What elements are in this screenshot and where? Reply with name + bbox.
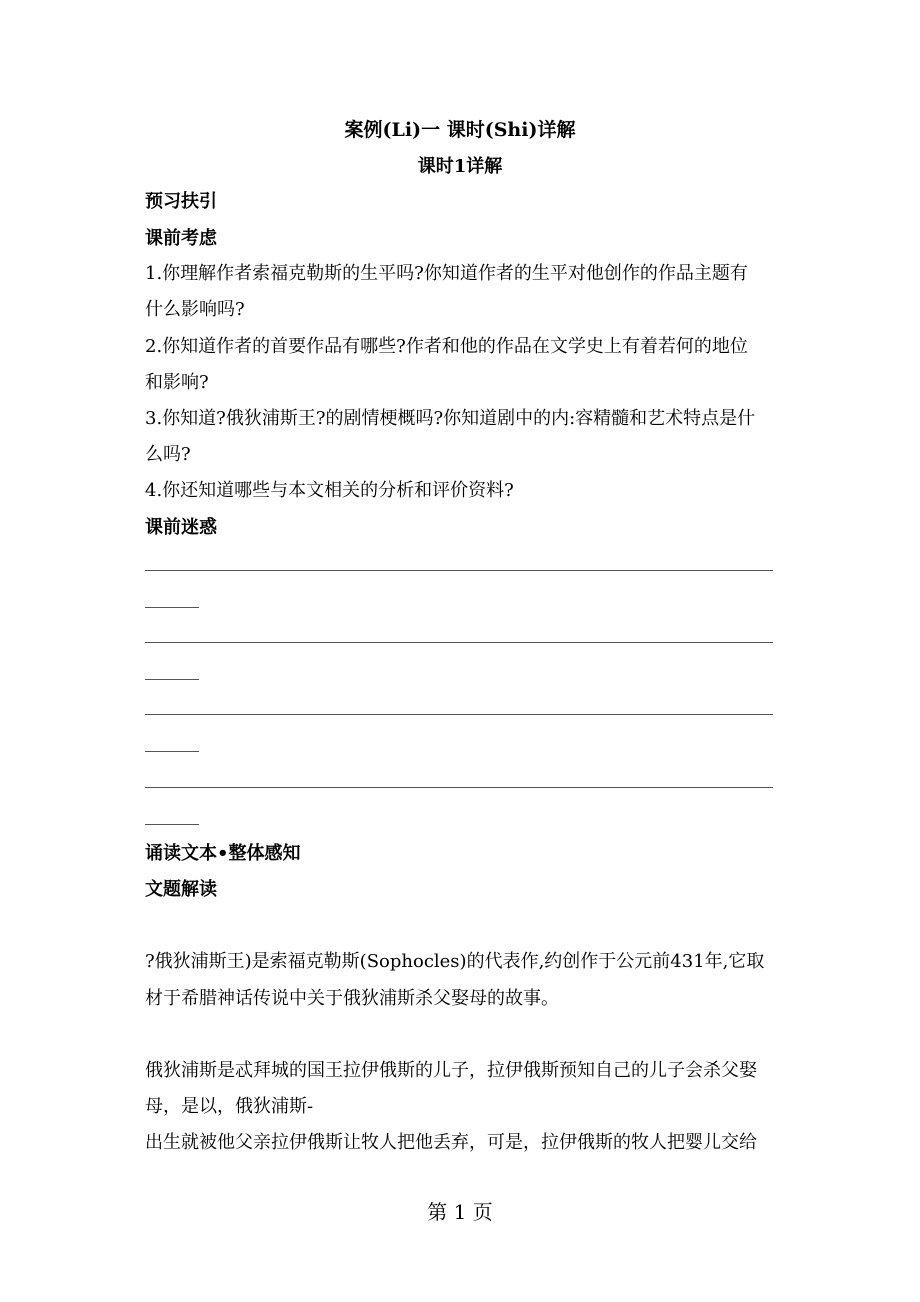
question-1-line-1: 1.你理解作者索福克勒斯的生平吗?你知道作者的生平对他创作的作品主题有 (145, 263, 748, 284)
section-heading-title-reading: 文题解读 (145, 879, 217, 900)
page-subtitle: 课时1详解 (417, 156, 503, 177)
section-heading-reading: 诵读文本•整体感知 (145, 843, 301, 864)
answer-rule (145, 787, 773, 788)
answer-rule (145, 570, 773, 571)
answer-rule (145, 714, 773, 715)
question-2-line-2: 和影响? (145, 372, 209, 393)
question-1-line-2: 什么影响吗? (145, 299, 245, 320)
paragraph-1-line-2: 材于希腊神话传说中关于俄狄浦斯杀父娶母的故事。 (145, 988, 559, 1009)
answer-rule-tail (145, 824, 199, 825)
section-heading-pre-thinking: 课前考虑 (145, 228, 217, 249)
paragraph-2-line-1: 俄狄浦斯是忒拜城的国王拉伊俄斯的儿子，拉伊俄斯预知自己的儿子会杀父娶 (145, 1060, 757, 1081)
answer-rule (145, 642, 773, 643)
answer-rule-tail (145, 679, 199, 680)
page-title: 案例(Li)一 课时(Shi)详解 (344, 119, 576, 141)
paragraph-2-line-2: 母，是以，俄狄浦斯- (145, 1096, 314, 1117)
section-heading-pre-confusion: 课前迷惑 (145, 517, 217, 538)
question-3-line-2: 么吗? (145, 444, 191, 465)
paragraph-1-line-1: ?俄狄浦斯王)是索福克勒斯(Sophocles)的代表作,约创作于公元前431年,它取 (145, 951, 765, 972)
section-heading-preview: 预习扶引 (145, 191, 217, 212)
paragraph-2-line-3: 出生就被他父亲拉伊俄斯让牧人把他丢弃，可是，拉伊俄斯的牧人把婴儿交给 (145, 1132, 757, 1153)
question-4-line-1: 4.你还知道哪些与本文相关的分析和评价资料? (145, 480, 514, 501)
answer-rule-tail (145, 607, 199, 608)
question-2-line-1: 2.你知道作者的首要作品有哪些?作者和他的作品在文学史上有着若何的地位 (145, 336, 748, 357)
question-3-line-1: 3.你知道?俄狄浦斯王?的剧情梗概吗?你知道剧中的内:容精髓和艺术特点是什 (145, 408, 756, 429)
page-number: 第 1 页 (427, 1200, 493, 1224)
answer-rule-tail (145, 751, 199, 752)
